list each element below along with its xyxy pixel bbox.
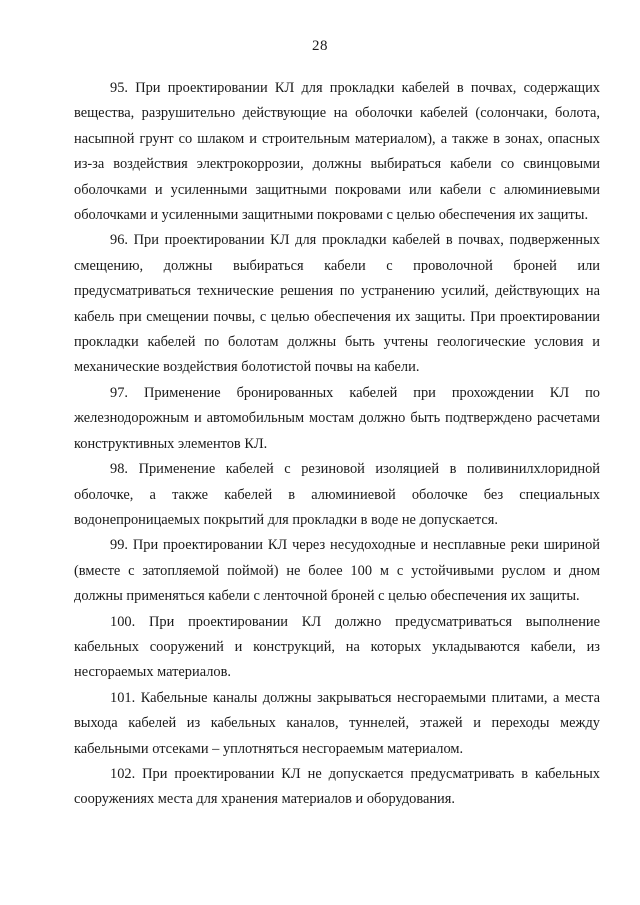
paragraph-102 <box>74 762 600 813</box>
paragraph-99 <box>74 533 600 609</box>
paragraph-text: При проектировании КЛ должно предусматриваться выполнение кабельных сооружений и конструкций, на которых укладываются кабели, из несгораемых материалов. <box>74 613 600 681</box>
paragraph-number: 97. <box>110 384 128 401</box>
paragraph-text: При проектировании КЛ через несудоходные и несплавные реки шириной (вместе с затопляемой поймой) не более 100 м с устойчивыми руслом и дном должны применяться кабели с ленточной броней с целью обеспечения их защиты. <box>74 537 600 605</box>
paragraph-98 <box>74 457 600 533</box>
paragraph-text: При проектировании КЛ для прокладки кабелей в почвах, содержащих вещества, разрушительно действующие на оболочки кабелей (солончаки, болота, насыпной грунт со шлаком и строительным материалом), а также в зонах, опасных из-за воздействия электрокоррозии, должны выбираться кабели со свинцовыми оболочками и усиленными защитными покровами или кабели с алюминиевыми оболочками и усиленными защитными покровами с целью обеспечения их защиты. <box>74 80 600 224</box>
paragraph-number: 96. <box>110 232 128 249</box>
paragraph-text: При проектировании КЛ для прокладки кабелей в почвах, подверженных смещению, должны выбираться кабели с проволочной броней или предусматриваться технические решения по устранению усилий, действующих на кабель при смещении почвы, с целью обеспечения их защиты. При проектировании прокладки кабелей по болотам должны быть учтены геологические условия и механические воздействия болотистой почвы на кабели. <box>74 232 600 376</box>
paragraph-text: Применение бронированных кабелей при прохождении КЛ по железнодорожным и автомобильным мостам должно быть подтверждено расчетами конструктивных элементов КЛ. <box>74 384 600 452</box>
paragraph-100 <box>74 610 600 686</box>
paragraph-text: Применение кабелей с резиновой изоляцией в поливинилхлоридной оболочке, а также кабелей в алюминиевой оболочке без специальных водонепроницаемых покрытий для прокладки в воде не допускается. <box>74 461 600 528</box>
paragraph-text: Кабельные каналы должны закрываться несгораемыми плитами, а места выхода кабелей из кабельных каналов, туннелей, этажей и переходы между кабельными отсеками – уплотняться несгораемым материалом. <box>74 689 600 757</box>
paragraph-95 <box>74 76 600 228</box>
page-number: 28 <box>312 38 328 54</box>
paragraph-number: 98. <box>110 461 128 478</box>
paragraph-101 <box>74 686 600 762</box>
paragraph-97 <box>74 381 600 457</box>
paragraph-number: 95. <box>110 80 128 96</box>
paragraph-text: При проектировании КЛ не допускается предусматривать в кабельных сооружениях места для хранения материалов и оборудования. <box>74 765 600 808</box>
document-body <box>74 76 600 813</box>
paragraph-number: 99. <box>110 537 128 554</box>
paragraph-number: 101. <box>110 689 136 706</box>
paragraph-number: 100. <box>110 613 136 630</box>
paragraph-number: 102. <box>110 765 136 782</box>
paragraph-96 <box>74 228 600 380</box>
